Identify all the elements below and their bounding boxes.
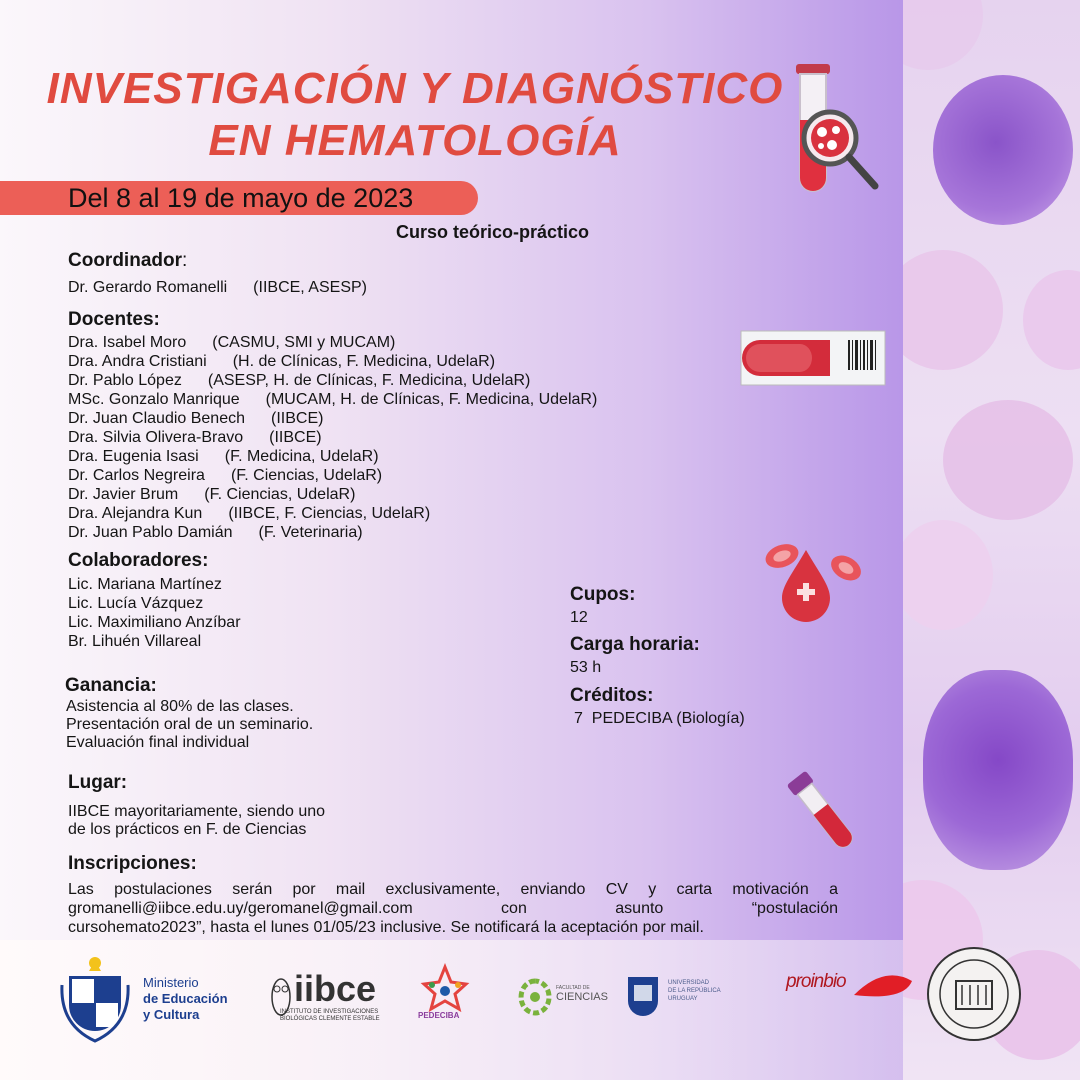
course-dates: Del 8 al 19 de mayo de 2023 <box>68 183 414 213</box>
title-line-2: EN HEMATOLOGÍA <box>208 116 622 165</box>
iibce-subtitle-line: INSTITUTO DE INVESTIGACIONES <box>280 1009 379 1015</box>
course-type: Curso teórico-práctico <box>396 222 590 242</box>
teacher-institution: (IIBCE, F. Ciencias, UdelaR) <box>228 505 431 522</box>
teacher-institution: (IIBCE) <box>271 410 324 427</box>
test-tube-magnifier-icon <box>780 60 890 200</box>
collaborator-item: Br. Lihuén Villareal <box>68 633 202 650</box>
quota-value: 12 <box>570 609 588 626</box>
teacher-item <box>68 352 597 371</box>
registration-line: cursohemato2023”, hasta el lunes 01/05/23 inclusive. Se notificará la aceptación por mail. <box>68 919 704 936</box>
mec-logo-text <box>143 975 228 1023</box>
udelar-line: DE LA REPÚBLICA <box>668 988 721 994</box>
teacher-item <box>68 390 597 409</box>
teacher-institution: (ASESP, H. de Clínicas, F. Medicina, UdelaR) <box>207 372 531 389</box>
partner-logos <box>58 955 918 1055</box>
uruguay-coat-of-arms-icon <box>58 955 132 1045</box>
approval-item: Evaluación final individual <box>66 734 250 751</box>
blood-collection-tube-icon <box>780 770 870 860</box>
teacher-name: Dr. Pablo López <box>68 372 182 389</box>
coordinator-row <box>68 278 367 297</box>
mec-line3: y Cultura <box>143 1007 200 1022</box>
ciencias-logo-text <box>556 985 608 1003</box>
proinbio-logo-text: proinbio <box>786 971 846 992</box>
teacher-item <box>68 504 597 523</box>
ciencias-big: CIENCIAS <box>556 991 608 1003</box>
place-label: Lugar: <box>68 772 128 793</box>
teacher-name: Dra. Andra Cristiani <box>68 353 207 370</box>
hours-value: 53 h <box>570 659 602 676</box>
ciencias-small: FACULTAD DE <box>556 985 590 991</box>
coordinator-name: Dr. Gerardo Romanelli <box>68 279 228 296</box>
registration-line: Las postulaciones serán por mail exclusivamente, enviando CV y carta motivación a <box>68 881 838 898</box>
teacher-institution: (H. de Clínicas, F. Medicina, UdelaR) <box>232 353 496 370</box>
pedeciba-star-icon <box>420 963 470 1013</box>
coordinator-institution: (IIBCE, ASESP) <box>253 279 367 296</box>
pedeciba-logo-text: PEDECIBA <box>418 1011 460 1020</box>
teacher-name: Dr. Carlos Negreira <box>68 467 205 484</box>
teacher-institution: (F. Medicina, UdelaR) <box>224 448 379 465</box>
approval-item: Presentación oral de un seminario. <box>66 716 314 733</box>
credits-label: Créditos: <box>570 685 654 706</box>
coordinator-heading <box>68 250 187 272</box>
teacher-name: Dra. Alejandra Kun <box>68 505 203 522</box>
teacher-item <box>68 428 597 447</box>
teacher-institution: (IIBCE) <box>269 429 322 446</box>
teacher-institution: (F. Veterinaria) <box>258 524 363 541</box>
ciencias-leaf-icon <box>518 977 552 1017</box>
teacher-name: Dra. Eugenia Isasi <box>68 448 199 465</box>
mec-line1: Ministerio <box>143 975 199 990</box>
teacher-item <box>68 447 597 466</box>
registration-text <box>68 880 838 937</box>
teacher-name: Dr. Javier Brum <box>68 486 179 503</box>
teacher-institution: (MUCAM, H. de Clínicas, F. Medicina, UdelaR) <box>265 391 598 408</box>
collaborators-list <box>68 575 241 651</box>
collaborators-label: Colaboradores: <box>68 550 209 571</box>
coordinator-label: Coordinador <box>68 250 182 271</box>
blood-drop-icon <box>762 540 866 624</box>
teacher-name: MSc. Gonzalo Manrique <box>68 391 240 408</box>
teacher-item <box>68 523 597 542</box>
iibce-logo-text: iibce <box>294 968 377 1009</box>
udelar-line: UNIVERSIDAD <box>668 980 710 986</box>
credits-value: 7 PEDECIBA (Biología) <box>574 710 745 727</box>
place-line: de los prácticos en F. de Ciencias <box>68 821 307 838</box>
collaborator-item: Lic. Mariana Martínez <box>68 576 222 593</box>
institutional-seal-icon <box>926 945 1022 1043</box>
blood-smear-photo <box>903 0 1080 1080</box>
teacher-institution: (F. Ciencias, UdelaR) <box>204 486 356 503</box>
approval-list <box>66 698 313 752</box>
quota-label: Cupos: <box>570 584 636 605</box>
teacher-institution: (F. Ciencias, UdelaR) <box>230 467 383 484</box>
blood-sample-tube-icon <box>740 330 886 386</box>
teacher-item <box>68 371 597 390</box>
iibce-subtitle <box>280 1009 380 1023</box>
teachers-label: Docentes: <box>68 309 160 330</box>
teacher-name: Dra. Isabel Moro <box>68 334 187 351</box>
title-line-1: INVESTIGACIÓN Y DIAGNÓSTICO <box>46 64 784 113</box>
teacher-institution: (CASMU, SMI y MUCAM) <box>212 334 396 351</box>
approval-item: Asistencia al 80% de las clases. <box>66 698 294 715</box>
teacher-item <box>68 485 597 504</box>
registration-label: Inscripciones: <box>68 853 197 874</box>
coordinator-colon: : <box>182 250 188 271</box>
teacher-name: Dr. Juan Claudio Benech <box>68 410 245 427</box>
place-line: IIBCE mayoritariamente, siendo uno <box>68 803 326 820</box>
approval-label: Ganancia: <box>65 675 157 696</box>
teacher-name: Dr. Juan Pablo Damián <box>68 524 233 541</box>
udelar-line: URUGUAY <box>668 996 698 1002</box>
collaborator-item: Lic. Lucía Vázquez <box>68 595 204 612</box>
teacher-name: Dra. Silvia Olivera-Bravo <box>68 429 244 446</box>
hours-label: Carga horaria: <box>570 634 700 655</box>
teacher-item <box>68 333 597 352</box>
registration-line: gromanelli@iibce.edu.uy/geromanel@gmail.com con asunto “postulación <box>68 900 838 917</box>
iibce-subtitle-line: BIOLÓGICAS CLEMENTE ESTABLE <box>280 1016 380 1022</box>
mec-line2: de Educación <box>143 991 228 1006</box>
place-text <box>68 803 325 839</box>
teacher-item <box>68 409 597 428</box>
collaborator-item: Lic. Maximiliano Anzíbar <box>68 614 241 631</box>
teacher-item <box>68 466 597 485</box>
udelar-logo-text <box>668 979 721 1003</box>
udelar-shield-icon <box>626 975 660 1019</box>
teachers-list <box>68 333 597 542</box>
